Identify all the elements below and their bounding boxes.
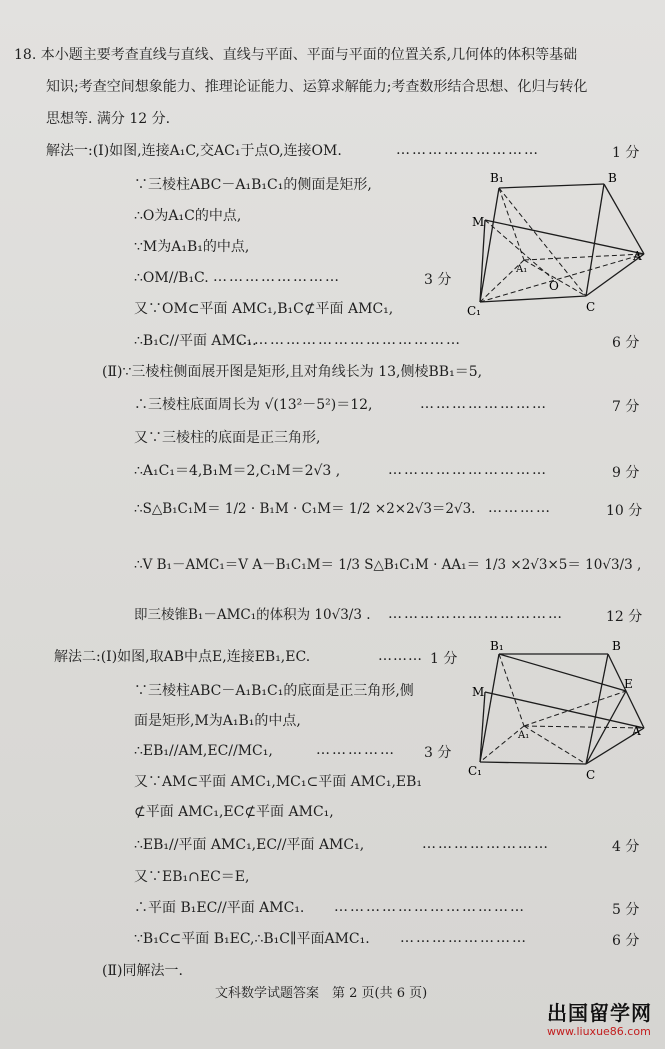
leader-dots: ……………………: [400, 930, 528, 946]
leader-dots: ……………………: [213, 269, 341, 285]
leader-dots: ………………………………: [334, 899, 526, 915]
method1-part2-step-7: 即三棱锥B₁－AMC₁的体积为 10√3/3 .: [134, 607, 371, 623]
vertex-label: M: [472, 685, 485, 699]
vertex-label: A: [632, 724, 641, 738]
method2-step-1: 解法二:(Ⅰ)如图,取AB中点E,连接EB₁,EC.: [54, 649, 311, 665]
method1-part2-step-4: ∴A₁C₁＝4,B₁M＝2,C₁M＝2√3 ,: [134, 463, 341, 479]
method2-part2: (Ⅱ)同解法一.: [102, 963, 183, 979]
method2-step-2: ∵三棱柱ABC－A₁B₁C₁的底面是正三角形,侧: [134, 683, 414, 699]
prism-figure-2: [452, 638, 652, 788]
score-12: 12 分: [606, 609, 643, 625]
vertex-label: C₁: [467, 304, 481, 318]
method2-step-8: 又∵EB₁∩EC＝E,: [134, 869, 250, 885]
method2-step-6: ⊄平面 AMC₁,EC⊄平面 AMC₁,: [134, 804, 334, 820]
leader-dots: ……………: [316, 742, 396, 758]
method1-step-6: 又∵OM⊂平面 AMC₁,B₁C⊄平面 AMC₁,: [134, 301, 394, 317]
score-7: 7 分: [612, 399, 640, 415]
method1-part2-step-5: ∴S△B₁C₁M＝ 1/2 · B₁M · C₁M＝ 1/2 ×2×2√3＝2√3.: [134, 501, 476, 517]
method1-part2-step-3: 又∵三棱柱的底面是正三角形,: [134, 430, 321, 446]
method2-step-5: 又∵AM⊂平面 AMC₁,MC₁⊂平面 AMC₁,EB₁: [134, 774, 423, 790]
vertex-label: A₁: [518, 730, 530, 741]
site-watermark: [547, 1001, 659, 1041]
vertex-label: A: [633, 249, 642, 263]
leader-dots: ……………………………………: [238, 332, 462, 348]
method1-part2-step-6: ∴V B₁－AMC₁＝V A－B₁C₁M＝ 1/3 S△B₁C₁M · AA₁＝ 1/3 ×2√3×5＝ 10√3/3 ,: [134, 557, 642, 573]
vertex-label: C: [586, 300, 596, 314]
leader-dots: …………………………: [388, 462, 548, 478]
method2-step-9: ∴平面 B₁EC//平面 AMC₁.: [134, 900, 305, 916]
score-9: 9 分: [612, 465, 640, 481]
score-1: 1 分: [612, 145, 640, 161]
vertex-label: E: [624, 677, 633, 691]
problem-intro-line-1: 18. 本小题主要考查直线与直线、直线与平面、平面与平面的位置关系,几何体的体积等基础: [14, 47, 578, 63]
method1-step-5: ∴OM//B₁C.: [134, 270, 209, 286]
method2-step-7: ∴EB₁//平面 AMC₁,EC//平面 AMC₁,: [134, 837, 365, 853]
score-6: 6 分: [612, 335, 640, 351]
vertex-label: C: [586, 768, 596, 782]
vertex-label: M: [472, 215, 485, 229]
score-1: 1 分: [430, 651, 458, 667]
method1-step-3: ∴O为A₁C的中点,: [134, 208, 242, 224]
vertex-label: A₁: [516, 264, 528, 275]
score-6: 6 分: [612, 933, 640, 949]
method1-part2-step-1: (Ⅱ)∵三棱柱侧面展开图是矩形,且对角线长为 13,侧棱BB₁＝5,: [102, 364, 483, 380]
leader-dots: ………: [378, 648, 423, 664]
page-footer: 文科数学试题答案 第 2 页(共 6 页): [215, 986, 428, 1001]
method2-step-10: ∵B₁C⊂平面 B₁EC,∴B₁C∥平面AMC₁.: [134, 931, 370, 947]
score-5: 5 分: [612, 902, 640, 918]
score-4: 4 分: [612, 839, 640, 855]
score-10: 10 分: [606, 503, 643, 519]
leader-dots: ………………………: [396, 142, 540, 158]
method2-step-3: 面是矩形,M为A₁B₁的中点,: [134, 713, 301, 729]
leader-dots: ……………………: [422, 836, 550, 852]
vertex-label: O: [549, 279, 559, 293]
method1-step-2: ∵三棱柱ABC－A₁B₁C₁的侧面是矩形,: [134, 177, 372, 193]
problem-intro-line-3: 思想等. 满分 12 分.: [46, 111, 171, 127]
method1-step-1: 解法一:(Ⅰ)如图,连接A₁C,交AC₁于点O,连接OM.: [46, 143, 342, 159]
leader-dots: …………: [488, 500, 552, 516]
method2-step-4: ∴EB₁//AM,EC//MC₁,: [134, 743, 273, 759]
prism-figure-1: [452, 168, 652, 328]
vertex-label: B₁: [490, 171, 504, 185]
vertex-label: B: [608, 171, 617, 185]
problem-intro-line-2: 知识;考查空间想象能力、推理论证能力、运算求解能力;考查数形结合思想、化归与转化: [46, 79, 588, 95]
watermark-title: 出国留学网: [547, 1001, 652, 1025]
leader-dots: ……………………: [420, 396, 548, 412]
watermark-url: www.liuxue86.com: [547, 1025, 651, 1038]
leader-dots: ……………………………: [388, 606, 564, 622]
method1-part2-step-2: ∴三棱柱底面周长为 √(13²－5²)＝12,: [134, 397, 373, 413]
vertex-label: B₁: [490, 639, 504, 653]
vertex-label: B: [612, 639, 621, 653]
method1-step-7: ∴B₁C//平面 AMC₁.: [134, 333, 257, 349]
score-3: 3 分: [424, 272, 452, 288]
score-3: 3 分: [424, 745, 452, 761]
method1-step-4: ∵M为A₁B₁的中点,: [134, 239, 250, 255]
vertex-label: C₁: [468, 764, 482, 778]
